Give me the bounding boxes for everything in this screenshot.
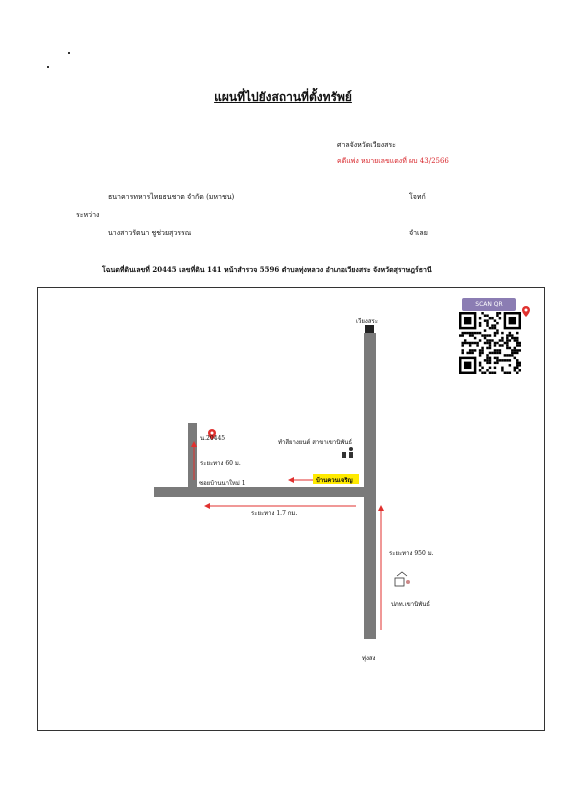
- south-label: ทุ่งสง: [362, 655, 376, 662]
- main-road: [364, 333, 376, 639]
- plaintiff-role: โจทก์: [409, 193, 426, 201]
- south-distance: ระยะทาง 950 ม.: [389, 550, 434, 557]
- scan-qr-button[interactable]: SCAN QR: [462, 298, 516, 311]
- soi-distance: ระยะทาง 1.7 กม.: [251, 510, 298, 517]
- north-label: เวียงสระ: [356, 318, 378, 325]
- plot-label: น.20445: [200, 435, 226, 442]
- police-station-icon: [395, 572, 410, 586]
- plaintiff-name: ธนาคารทหารไทยธนชาต จำกัด (มหาชน): [108, 193, 235, 201]
- defendant-role: จำเลย: [409, 229, 428, 237]
- north-marker: [365, 325, 374, 333]
- soi-road: [154, 487, 376, 497]
- plot-distance: ระยะทาง 60 ม.: [200, 460, 241, 467]
- between-label: ระหว่าง: [76, 211, 100, 219]
- qr-pin-icon: [522, 306, 530, 317]
- defendant-name: นางสาวรัตนา ชูช่วยสุวรรณ: [108, 229, 192, 237]
- deed-description: โฉนดที่ดินเลขที่ 20445 เลขที่ดิน 141 หน้าสำรวจ 5596 ตำบลทุ่งหลวง อำเภอเวียงสระ จังหวัดสุราษฎร์ธานี: [102, 265, 432, 274]
- plot-road: [188, 423, 197, 493]
- case-number: คดีแพ่ง หมายเลขแดงที่ ผบ 43/2566: [337, 157, 449, 165]
- page-title: แผนที่ไปยังสถานที่ตั้งทรัพย์: [214, 90, 352, 104]
- shop-icon: [342, 447, 353, 458]
- village-label: บ้านควนเจริญ: [316, 477, 353, 484]
- shop-label: ทำสียางยนต์ สาขาเขานิพันธ์: [278, 439, 353, 446]
- court-name: ศาลจังหวัดเวียงสระ: [337, 141, 396, 149]
- qr-code-icon: [459, 312, 521, 374]
- soi-label: ซอยบ้านนาใหม่ 1: [199, 480, 246, 487]
- police-label: ปภท.เขานิพันธ์: [391, 601, 430, 608]
